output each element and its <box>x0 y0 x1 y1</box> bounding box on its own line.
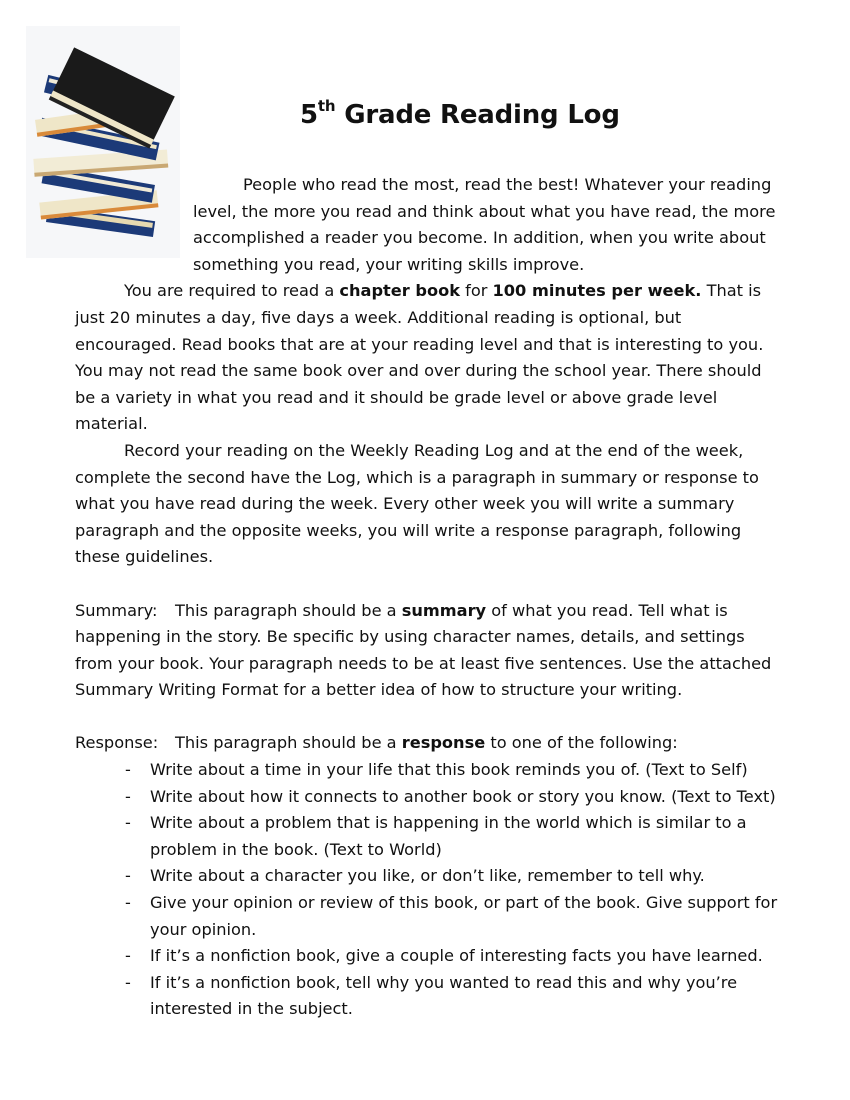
response-options-list <box>75 757 785 1023</box>
requirements-text-3: That is just 20 minutes a day, five days a week. Additional reading is optional, but encouraged. Read books that are at your reading level and that is interesting to you. You may not read the same book over and over during the school year. There should be a variety in what you read and it should be grade level or above grade level material. <box>75 281 764 434</box>
requirements-bold-1: chapter book <box>339 281 460 301</box>
bullet-dash: - <box>125 760 131 780</box>
response-label: Response: <box>75 733 159 753</box>
bullet-dash: - <box>125 893 131 913</box>
list-item <box>125 757 785 784</box>
list-item <box>125 784 785 811</box>
title-ordinal-suffix: th <box>317 97 336 115</box>
list-item-text: Give your opinion or review of this book, or part of the book. Give support for your opinion. <box>150 893 778 939</box>
summary-text-2: of what you read. Tell what is happening in the story. Be specific by using character names, details, and settings from your book. Your paragraph needs to be at least five sentences. Use the attached Summary Writing Format for a better idea of how to structure your writing. <box>75 600 772 700</box>
requirements-text-2: for <box>459 281 493 301</box>
bullet-dash: - <box>125 972 131 992</box>
title-text: Grade Reading Log <box>344 100 620 130</box>
record-paragraph: Record your reading on the Weekly Reading Log and at the end of the week, complete the second have the Log, which is a paragraph in summary or response to what you have read during the week. Every other week you will write a summary paragraph and the opposite weeks, you will write a response paragraph, following these guidelines. <box>75 440 759 567</box>
requirements-bold-2: 100 minutes per week. <box>492 281 702 301</box>
list-item-text: If it’s a nonfiction book, tell why you wanted to read this and why you’re interested in the subject. <box>150 972 738 1019</box>
document-body <box>75 172 785 1023</box>
list-item <box>125 863 785 890</box>
list-item-text: If it’s a nonfiction book, give a couple of interesting facts you have learned. <box>150 946 763 966</box>
bullet-dash: - <box>125 946 131 966</box>
response-text-1: This paragraph should be a <box>175 733 402 753</box>
list-item <box>125 970 785 1023</box>
intro-paragraph: People who read the most, read the best! Whatever your reading level, the more you read and think about what you have read, the more accomplished a reader you become. In addition, when you write about something you read, your writing skills improve. <box>193 175 776 274</box>
bullet-dash: - <box>125 813 131 833</box>
list-item <box>125 810 785 863</box>
list-item-text: Write about how it connects to another book or story you know. (Text to Text) <box>150 786 776 806</box>
requirements-text-1: You are required to read a <box>124 281 340 301</box>
summary-text-1: This paragraph should be a <box>175 600 402 620</box>
list-item-text: Write about a character you like, or don’t like, remember to tell why. <box>150 866 705 886</box>
summary-label: Summary: <box>75 600 158 620</box>
response-bold: response <box>401 733 486 753</box>
list-item-text: Write about a time in your life that this book reminds you of. (Text to Self) <box>150 760 748 780</box>
list-item <box>125 890 785 943</box>
list-item <box>125 943 785 970</box>
list-item-text: Write about a problem that is happening in the world which is similar to a problem in the book. (Text to World) <box>150 813 747 859</box>
response-paragraph <box>75 730 785 757</box>
requirements-paragraph <box>75 278 785 438</box>
summary-bold: summary <box>401 600 487 620</box>
page-title <box>300 97 620 130</box>
bullet-dash: - <box>125 786 131 806</box>
title-number: 5 <box>300 100 318 130</box>
response-text-2: to one of the following: <box>485 733 678 753</box>
summary-paragraph <box>75 598 785 704</box>
bullet-dash: - <box>125 866 131 886</box>
